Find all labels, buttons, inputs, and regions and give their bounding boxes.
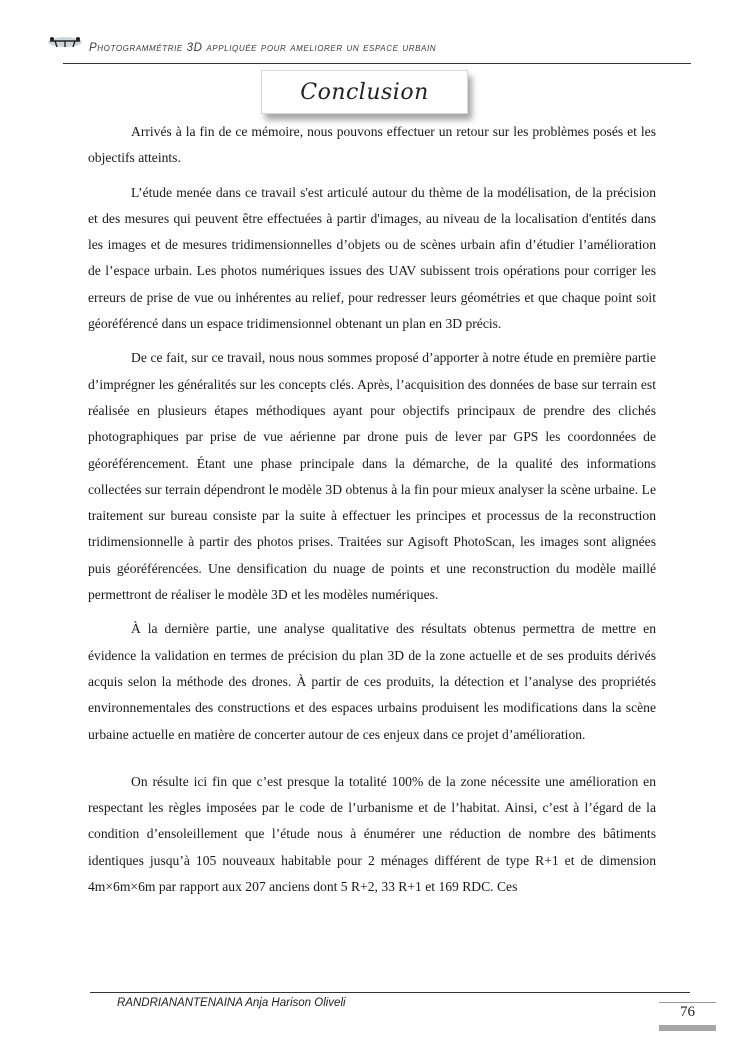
header-divider bbox=[63, 63, 691, 64]
section-title-box bbox=[261, 70, 468, 114]
footer-author: RANDRIANANTENAINA Anja Harison Oliveli bbox=[117, 997, 346, 1009]
paragraph-4: À la dernière partie, une analyse qualitative des résultats obtenus permettra de mettre en évidence la validation en termes de précision du plan 3D de la zone actuelle et de ses produits dérivés acquis selon la méthode des drones. À partir de ces produits, la détection et l’analyse des propriétés environnementales des constructions et des espaces urbains produisent les modifications dans la scène urbaine actuelle en matière de concerter autour de ces enjeux dans ce projet d’amélioration. bbox=[88, 621, 656, 742]
body-text bbox=[88, 119, 656, 908]
paragraph-5: On résulte ici fin que c’est presque la totalité 100% de la zone nécessite une amélioration en respectant les règles imposées par le code de l’urbanisme et de l’habitat. Ainsi, c’est à l’égard de la condition d’ensoleillement que l’étude nous à énumérer une réduction de nombre des bâtiments identiques jusqu’à 105 nouveaux habitable pour 2 ménages différent de type R+1 et de dimension 4m×6m×6m par rapport aux 207 anciens dont 5 R+2, 33 R+1 et 169 RDC. Ces bbox=[88, 773, 656, 895]
paragraph-2: L’étude menée dans ce travail s'est articulé autour du thème de la modélisation, de la précision et des mesures qui peuvent être effectuées à partir d'images, au niveau de la localisation d'entités dans les images et de mesures tridimensionnelles d’objets ou de scènes urbain afin d’étudier l’amélioration de l’espace urbain. Les photos numériques issues des UAV subissent trois opérations pour corriger les erreurs de prise de vue ou inhérentes au relief, pour redresser leurs géométries et que chaque point soit géoréférencé dans un espace tridimensionnel obtenant un plan en 3D précis. bbox=[88, 184, 656, 332]
drone-logo-icon bbox=[46, 32, 84, 50]
running-header: Photogrammétrie 3D appliquée pour ameliorer un espace urbain bbox=[89, 42, 437, 54]
page-number-bar bbox=[659, 1025, 716, 1031]
page-number: 76 bbox=[680, 1004, 695, 1020]
paragraph-3: De ce fait, sur ce travail, nous nous sommes proposé d’apporter à notre étude en première partie d’imprégner les généralités sur les concepts clés. Après, l’acquisition des données de base sur terrain est réalisée en plusieurs étapes méthodiques ayant pour objectifs principaux de prendre des clichés photographiques par prise de vue aérienne par drone puis de lever par GPS les coordonnées de géoréférencement. Étant une phase principale dans la démarche, de la qualité des informations collectées sur terrain dépendront le modèle 3D obtenus à la fin pour mieux analyser la scène urbaine. Le traitement sur bureau consiste par la suite à effectuer les principes et processus de la reconstruction tridimensionnelle à partir des photos prises. Traitées sur Agisoft PhotoScan, les images sont alignées puis géoréférencées. Une densification du nuage de points et une reconstruction du modèle maillé permettront de réaliser le modèle 3D et les modèles numériques. bbox=[88, 350, 656, 603]
page-number-rule bbox=[659, 1002, 716, 1003]
paragraph-1: Arrivés à la fin de ce mémoire, nous pouvons effectuer un retour sur les problèmes posés et les objectifs atteints. bbox=[88, 124, 656, 166]
footer-divider bbox=[90, 992, 690, 993]
section-title: Conclusion bbox=[300, 79, 429, 105]
